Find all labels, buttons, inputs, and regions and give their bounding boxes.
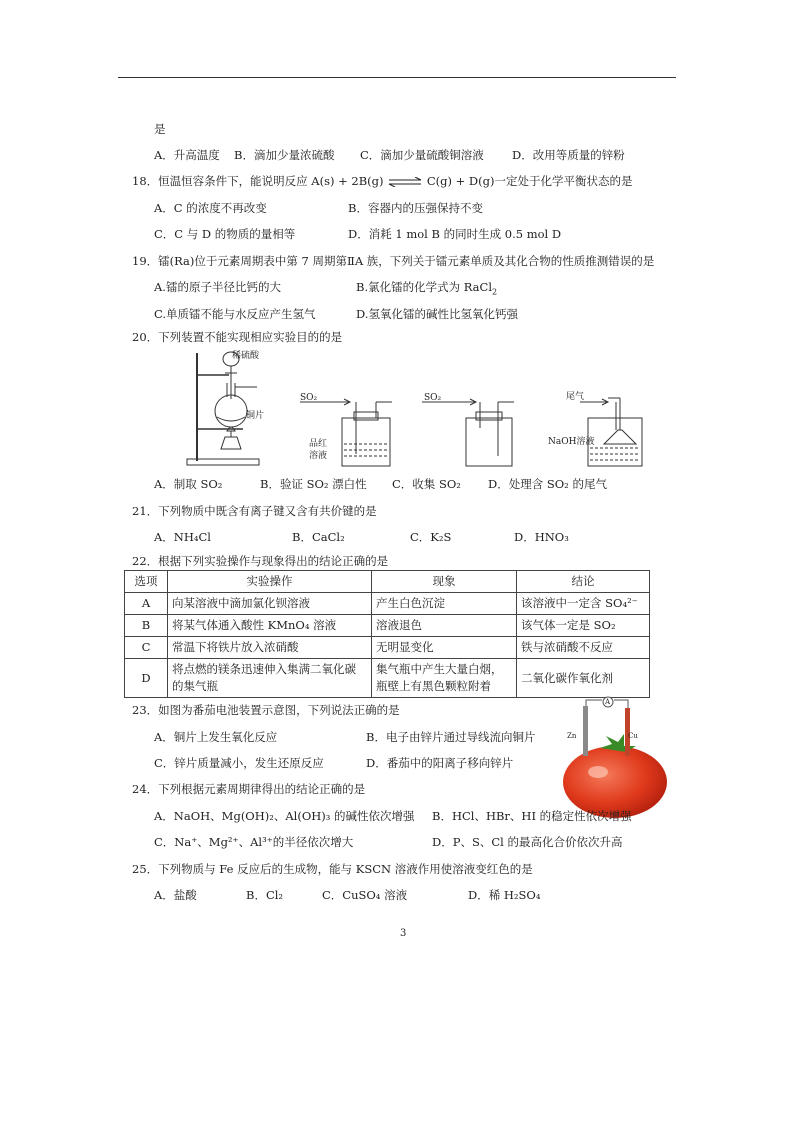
- q25-stem: 25．下列物质与 Fe 反应后的生成物，能与 KSCN 溶液作用使溶液变红色的是: [132, 862, 533, 876]
- table-cell: D: [125, 659, 168, 698]
- q21-option-d: D．HNO₃: [514, 530, 569, 544]
- q24-option-b: B．HCl、HBr、HI 的稳定性依次增强: [432, 809, 632, 823]
- q25-option-d: D．稀 H₂SO₄: [468, 888, 541, 902]
- q17-option-a: A．升高温度: [154, 148, 220, 162]
- q21-option-a: A．NH₄Cl: [154, 530, 211, 544]
- cu-electrode-label: Cu: [628, 732, 638, 740]
- q18-stem-part1: 18．恒温恒容条件下，能说明反应 A(s) + 2B(g): [132, 174, 384, 188]
- table-cell: 溶液退色: [372, 615, 517, 637]
- q20-option-d: D．处理含 SO₂ 的尾气: [488, 477, 607, 491]
- table-cell: 该溶液中一定含 SO₄²⁻: [517, 593, 650, 615]
- table-cell: 产生白色沉淀: [372, 593, 517, 615]
- header-rule: [118, 77, 676, 78]
- q23-option-c: C．锌片质量减小，发生还原反应: [154, 756, 324, 770]
- tail-gas-label: 尾气: [566, 392, 585, 402]
- q18-stem-part2: C(g) + D(g)一定处于化学平衡状态的是: [426, 174, 633, 188]
- q18-option-b: B．容器内的压强保持不变: [348, 201, 483, 215]
- q23-stem: 23．如图为番茄电池装置示意图，下列说法正确的是: [132, 703, 400, 717]
- table-cell: 将某气体通入酸性 KMnO₄ 溶液: [168, 615, 372, 637]
- table-cell: 向某溶液中滴加氯化钡溶液: [168, 593, 372, 615]
- q21-option-b: B．CaCl₂: [292, 530, 345, 544]
- table-cell: B: [125, 615, 168, 637]
- q22-stem: 22．根据下列实验操作与现象得出的结论正确的是: [132, 554, 389, 568]
- table-cell: 二氧化碳作氧化剂: [517, 659, 650, 698]
- q17-option-b: B．滴加少量浓硫酸: [234, 148, 335, 162]
- q21-stem: 21．下列物质中既含有离子键又含有共价键的是: [132, 504, 377, 518]
- q19-option-a: A.镭的原子半径比钙的大: [154, 280, 281, 294]
- page-number: 3: [400, 928, 407, 939]
- pinhong-label-2: 溶液: [309, 451, 328, 461]
- tomato-battery-figure: [562, 696, 672, 820]
- equilibrium-arrow-icon: [387, 177, 423, 187]
- q17-option-c: C．滴加少量硫酸铜溶液: [360, 148, 484, 162]
- table-cell: 将点燃的镁条迅速伸入集满二氧化碳的集气瓶: [168, 659, 372, 698]
- q18-option-d: D．消耗 1 mol B 的同时生成 0.5 mol D: [348, 227, 562, 241]
- q22-table: [124, 570, 650, 698]
- table-row: [125, 637, 650, 659]
- naoh-solution-label: NaOH溶液: [548, 437, 595, 447]
- zn-electrode-label: Zn: [567, 732, 577, 740]
- q21-option-c: C．K₂S: [410, 530, 452, 544]
- table-header: 选项: [125, 571, 168, 593]
- q20-stem: 20．下列装置不能实现相应实验目的的是: [132, 330, 343, 344]
- q23-option-b: B．电子由锌片通过导线流向铜片: [366, 730, 536, 744]
- table-header: 现象: [372, 571, 517, 593]
- q20-option-c: C．收集 SO₂: [392, 477, 461, 491]
- copper-label: 铜片: [246, 411, 265, 421]
- table-cell: C: [125, 637, 168, 659]
- table-cell: 该气体一定是 SO₂: [517, 615, 650, 637]
- q17-stem-tail: 是: [154, 122, 166, 136]
- q25-option-b: B．Cl₂: [246, 888, 284, 902]
- q20-option-a: A．制取 SO₂: [154, 477, 223, 491]
- table-cell: A: [125, 593, 168, 615]
- q18-stem: [132, 173, 632, 189]
- q25-option-c: C．CuSO₄ 溶液: [322, 888, 408, 902]
- q20-option-b: B．验证 SO₂ 漂白性: [260, 477, 367, 491]
- so2-inlet-label-c: SO₂: [424, 393, 442, 403]
- q23-option-a: A．铜片上发生氧化反应: [154, 730, 278, 744]
- q19-stem: 19．镭(Ra)位于元素周期表中第 7 周期第ⅡA 族，下列关于镭元素单质及其化合物的性质推测错误的是: [132, 254, 655, 268]
- table-cell: 无明显变化: [372, 637, 517, 659]
- table-row: [125, 659, 650, 698]
- q19-option-b-subscript: 2: [492, 287, 498, 297]
- q24-stem: 24．下列根据元素周期律得出的结论正确的是: [132, 782, 366, 796]
- q19-option-b: [356, 279, 497, 300]
- table-cell: 常温下将铁片放入浓硝酸: [168, 637, 372, 659]
- q24-option-c: C．Na⁺、Mg²⁺、Al³⁺的半径依次增大: [154, 835, 354, 849]
- q18-option-c: C．C 与 D 的物质的量相等: [154, 227, 296, 241]
- table-header: 实验操作: [168, 571, 372, 593]
- pinhong-label-1: 品红: [309, 439, 328, 449]
- q24-option-d: D．P、S、Cl 的最高化合价依次升高: [432, 835, 623, 849]
- table-header-row: [125, 571, 650, 593]
- q24-option-a: A．NaOH、Mg(OH)₂、Al(OH)₃ 的碱性依次增强: [154, 809, 415, 823]
- table-cell: 集气瓶中产生大量白烟，瓶壁上有黑色颗粒附着: [372, 659, 517, 698]
- q17-option-d: D．改用等质量的锌粉: [512, 148, 625, 162]
- q18-option-a: A．C 的浓度不再改变: [154, 201, 267, 215]
- ammeter-label: A: [605, 698, 611, 706]
- q19-option-c: C.单质镭不能与水反应产生氢气: [154, 307, 316, 321]
- table-cell: 铁与浓硝酸不反应: [517, 637, 650, 659]
- q19-option-b-text: B.氯化镭的化学式为 RaCl: [356, 280, 493, 294]
- dilute-acid-label: 稀硫酸: [232, 351, 260, 361]
- q19-option-d: D.氢氧化镭的碱性比氢氧化钙强: [356, 307, 518, 321]
- table-row: [125, 593, 650, 615]
- table-row: [125, 615, 650, 637]
- table-header: 结论: [517, 571, 650, 593]
- so2-inlet-label-b: SO₂: [300, 393, 318, 403]
- q25-option-a: A．盐酸: [154, 888, 197, 902]
- q23-option-d: D．番茄中的阳离子移向锌片: [366, 756, 514, 770]
